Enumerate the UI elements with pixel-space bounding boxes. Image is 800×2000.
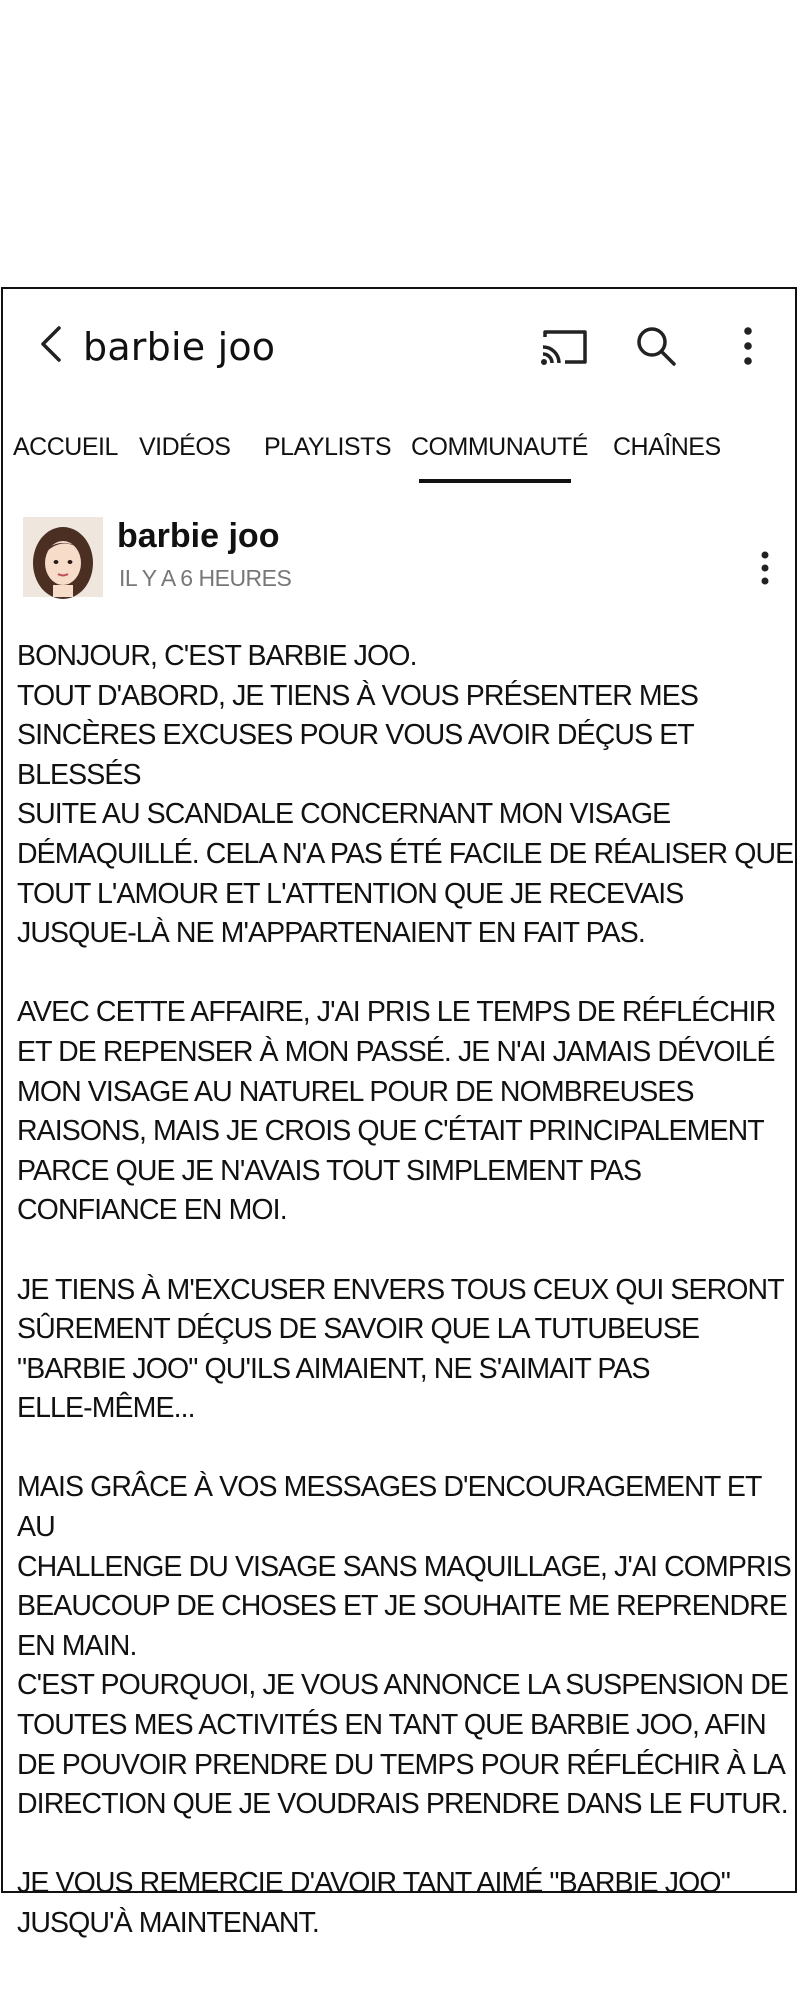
app-screen: [1, 287, 797, 1939]
tab-accueil[interactable]: ACCUEIL: [13, 433, 118, 461]
tab-playlists[interactable]: PLAYLISTS: [264, 433, 392, 461]
post-paragraph: AVEC CETTE AFFAIRE, J'AI PRIS LE TEMPS DE RÉFLÉCHIR ET DE REPENSER À MON PASSÉ. JE N'AI JAMAIS DÉVOILÉ MON VISAGE AU NATUREL POUR DE NOMBREUSES RAISONS, MAIS JE CROIS QUE C'ÉTAIT PRINCIPALEMENT PARCE QUE JE N'AVAIS TOUT SIMPLEMENT PAS CONFIANCE EN MOI.: [17, 996, 776, 1227]
more-vertical-icon[interactable]: [733, 325, 763, 367]
post-paragraph: JE TIENS À M'EXCUSER ENVERS TOUS CEUX QUI SERONT SÛREMENT DÉÇUS DE SAVOIR QUE LA TUTUBEUSE "BARBIE JOO" QU'ILS AIMAIENT, NE S'AIMAIT PAS ELLE-MÊME...: [17, 1273, 784, 1425]
post-paragraph: MAIS GRÂCE À VOS MESSAGES D'ENCOURAGEMENT ET AU CHALLENGE DU VISAGE SANS MAQUILLAGE, J'AI COMPRIS BEAUCOUP DE CHOSES ET JE SOUHAITE ME REPRENDRE EN MAIN. C'EST POURQUOI, JE VOUS ANNONCE LA SUSPENSION DE TOUTES MES ACTIVITÉS EN TANT QUE BARBIE JOO, AFIN DE POUVOIR PRENDRE DU TEMPS POUR RÉFLÉCHIR À LA DIRECTION QUE JE VOUDRAIS PRENDRE DANS LE FUTUR.: [17, 1471, 791, 1821]
post-body: [17, 637, 797, 1944]
avatar[interactable]: [23, 517, 103, 597]
tab-videos[interactable]: VIDÉOS: [139, 433, 231, 461]
post-author[interactable]: barbie joo: [117, 517, 280, 555]
back-icon[interactable]: [33, 324, 73, 364]
post-paragraph: JE VOUS REMERCIE D'AVOIR TANT AIMÉ "BARBIE JOO" JUSQU'À MAINTENANT.: [17, 1867, 730, 1939]
channel-title: barbie joo: [83, 325, 276, 369]
channel-tabs: [3, 427, 795, 487]
top-app-bar: [3, 289, 795, 401]
post-timestamp: IL Y A 6 HEURES: [119, 565, 292, 591]
active-tab-indicator: [419, 479, 571, 483]
search-icon[interactable]: [635, 325, 677, 367]
post-paragraph: BONJOUR, C'EST BARBIE JOO. TOUT D'ABORD, JE TIENS À VOUS PRÉSENTER MES SINCÈRES EXCUSES POUR VOUS AVOIR DÉÇUS ET BLESSÉS SUITE AU SCANDALE CONCERNANT MON VISAGE DÉMAQUILLÉ. CELA N'A PAS ÉTÉ FACILE DE RÉALISER QUE TOUT L'AMOUR ET L'ATTENTION QUE JE RECEVAIS JUSQUE-LÀ NE M'APPARTENAIENT EN FAIT PAS.: [17, 640, 794, 950]
cast-icon[interactable]: [539, 327, 589, 367]
tab-chaines[interactable]: CHAÎNES: [613, 433, 721, 461]
tab-communaute[interactable]: COMMUNAUTÉ: [411, 433, 588, 461]
post-more-icon[interactable]: [755, 549, 775, 589]
post-header: [3, 509, 795, 609]
